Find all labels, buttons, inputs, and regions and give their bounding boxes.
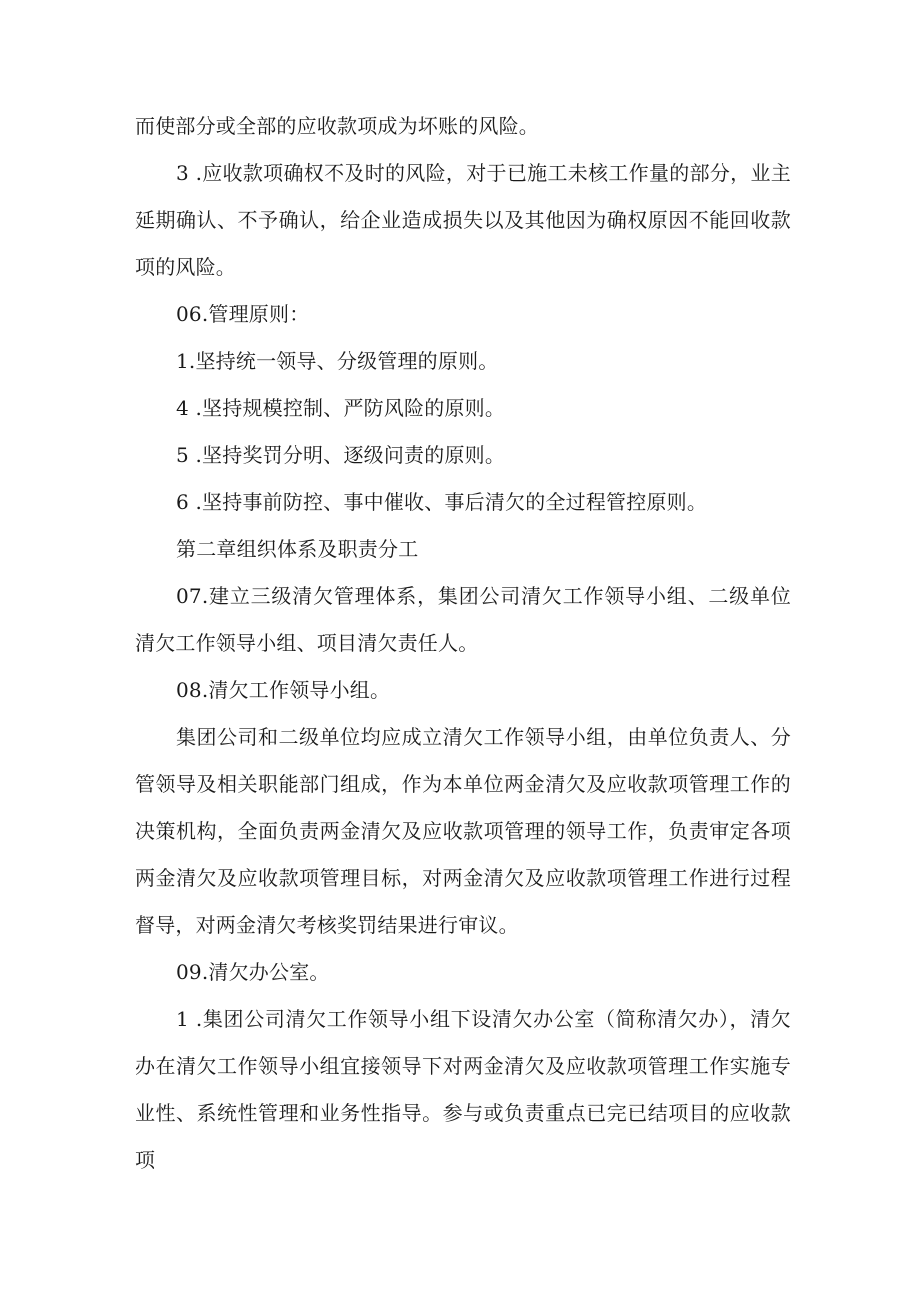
paragraph-leading-group: 集团公司和二级单位均应成立清欠工作领导小组，由单位负责人、分管领导及相关职能部门组成，作为本单位两金清欠及应收款项管理工作的决策机构，全面负责两金清欠及应收款项管理的领导工作，负责审定各项两金清欠及应收款项管理目标，对两金清欠及应收款项管理工作进行过程督导，对两金清欠考核奖罚结果进行审议。 — [135, 725, 791, 937]
paragraph-office-1: 1 .集团公司清欠工作领导小组下设清欠办公室（简称清欠办），清欠办在清欠工作领导小组宜接领导下对两金清欠及应收款项管理工作实施专业性、系统性管理和业务性指导。参与或负责重点已完已结项目的应收款项 — [135, 1007, 791, 1172]
section-heading-09: 09.清欠办公室。 — [176, 960, 330, 984]
paragraph-continuation: 而使部分或全部的应收款项成为坏账的风险。 — [135, 114, 539, 138]
principle-item-4: 4 .坚持规模控制、严防风险的原则。 — [176, 396, 506, 420]
paragraph-07: 07.建立三级清欠管理体系，集团公司清欠工作领导小组、二级单位清欠工作领导小组、项目清欠责任人。 — [135, 584, 791, 655]
section-heading-06: 06.管理原则： — [176, 302, 310, 326]
document-body — [135, 103, 791, 1184]
section-heading-08: 08.清欠工作领导小组。 — [176, 678, 391, 702]
principle-item-1: 1.坚持统一领导、分级管理的原则。 — [176, 349, 499, 373]
principle-item-6: 6 .坚持事前防控、事中催收、事后清欠的全过程管控原则。 — [176, 490, 708, 514]
paragraph-risk-3: 3 .应收款项确权不及时的风险，对于已施工未核工作量的部分，业主延期确认、不予确认，给企业造成损失以及其他因为确权原因不能回收款项的风险。 — [135, 161, 791, 279]
principle-item-5: 5 .坚持奖罚分明、逐级问责的原则。 — [176, 443, 506, 467]
chapter-heading: 第二章组织体系及职责分工 — [176, 537, 419, 561]
